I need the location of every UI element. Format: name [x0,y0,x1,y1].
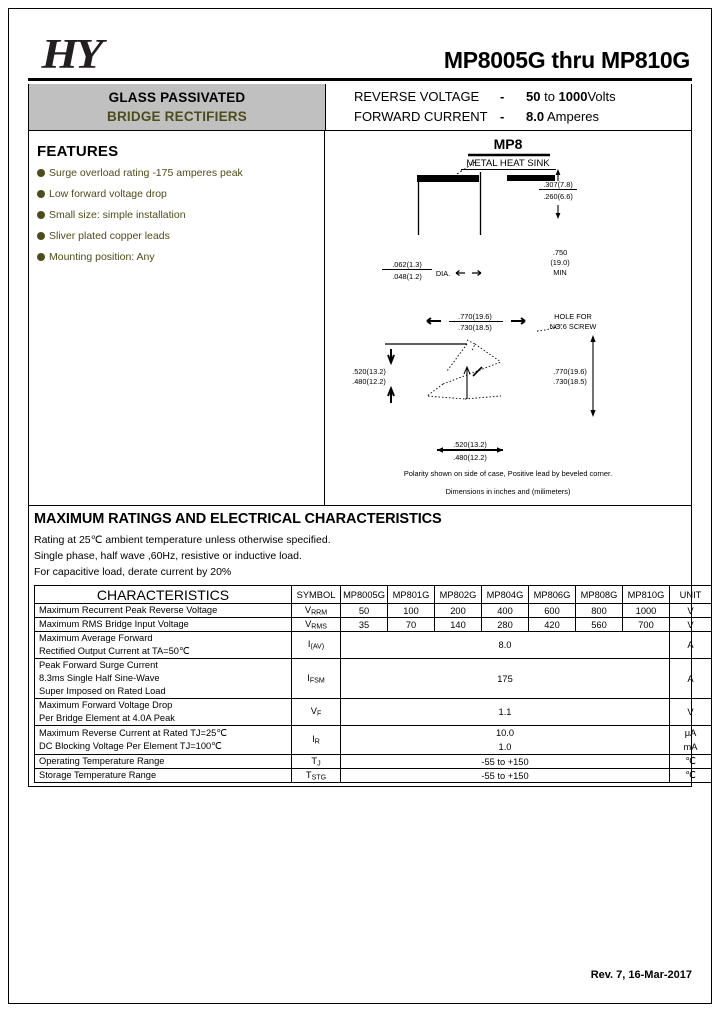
features-panel [29,131,325,505]
dim-thickness-max: .307(7.8) [543,180,573,189]
dim-lead-dia-min: .048(1.2) [392,272,422,281]
forward-current-label: FORWARD CURRENT [354,109,488,124]
feature-text: Surge overload rating -175 amperes peak [49,167,243,179]
header-mp810g: MP810G [623,586,670,604]
table-row [35,604,712,618]
characteristic-line: Maximum Forward Voltage Drop [39,700,173,710]
cell-symbol: $T_J$ [292,755,341,769]
feature-item [37,251,324,264]
header-mp8005g: MP8005G [341,586,388,604]
cell-unit: A [670,659,712,699]
value-line: 10.0 [495,728,515,738]
cell-value-merged: -55 to +150 [341,769,670,783]
ratings-note: Rating at 25℃ ambient temperature unless otherwise specified. [34,534,331,546]
value-line: 1.0 [498,742,512,752]
header-mp808g: MP808G [576,586,623,604]
cell-value: 560 [576,618,623,632]
cell-value: 280 [482,618,529,632]
cell-value-merged: 175 [341,659,670,699]
dim-height-max: .770(19.6) [553,367,587,376]
bullet-icon [37,169,45,177]
reverse-voltage-sep: to [540,89,559,104]
feature-text: Sliver plated copper leads [49,230,170,242]
dim-lead-dia-max: .062(1.3) [392,260,422,269]
unit-line: mA [683,742,698,752]
characteristic-line: Maximum RMS Bridge Input Voltage [39,619,189,629]
specifications-table [34,585,712,783]
bullet-icon [37,211,45,219]
cell-value-merged: 1.1 [341,699,670,726]
ratings-heading: MAXIMUM RATINGS AND ELECTRICAL CHARACTERISTICS [34,511,442,527]
header-characteristics: CHARACTERISTICS [35,586,292,604]
characteristic-line: 8.3ms Single Half Sine-Wave [39,673,160,683]
dim-thickness-min: .260(6.6) [543,192,573,201]
heat-sink-bar-left [417,175,479,182]
cell-unit: V [670,618,712,632]
title-band [28,84,692,131]
forward-current-value [526,107,599,127]
table-header-row [35,586,712,604]
table-row [35,699,712,726]
feature-item [37,230,324,243]
characteristic-line: Peak Forward Surge Current [39,660,158,670]
dim-body-left-max: .520(13.2) [352,367,386,376]
cell-value: 1000 [623,604,670,618]
cell-unit: ℃ [670,769,712,783]
dim-width-max: .770(19.6) [458,312,492,321]
ratings-section [28,506,702,787]
cell-value: 420 [529,618,576,632]
characteristic-line: DC Blocking Voltage Per Element TJ=100℃ [39,741,222,751]
reverse-voltage-min: 50 [526,89,541,104]
bullet-icon [37,253,45,261]
hole-callout-line2: NO.6 SCREW [549,322,597,331]
dim-body-bottom-min: .480(12.2) [453,453,487,462]
features-and-drawing [28,131,692,506]
package-name-label: MP8 [493,136,523,152]
table-row [35,726,712,755]
dim-lead-length-value: .750 [552,248,568,257]
dim-lead-length-mm: (19.0) [550,258,570,267]
revision-footer: Rev. 7, 16-Mar-2017 [590,969,692,981]
forward-current-number: 8.0 [526,109,545,124]
characteristic-line: Operating Temperature Range [39,756,165,766]
characteristic-line: Maximum Reverse Current at Rated TJ=25℃ [39,728,227,738]
unit-line: μA [684,728,697,738]
characteristic-line: Super Imposed on Rated Load [39,686,166,696]
table-row [35,618,712,632]
cell-value: 140 [435,618,482,632]
feature-item [37,209,324,222]
features-heading: FEATURES [37,143,119,160]
cell-value: 100 [388,604,435,618]
reverse-voltage-unit: Volts [587,89,616,104]
cell-value-merged [341,726,670,755]
dim-lead-dia-suffix: DIA. [435,269,451,278]
header-mp802g: MP802G [435,586,482,604]
cell-value-merged: 8.0 [341,632,670,659]
page-header [28,27,692,78]
characteristic-line: Rectified Output Current at TA=50℃ [39,646,190,656]
ratings-note: Single phase, half wave ,60Hz, resistive or inductive load. [34,550,302,562]
dim-lead-length-min: MIN [553,268,567,277]
cell-value: 50 [341,604,388,618]
cell-value: 800 [576,604,623,618]
cell-characteristic [35,632,292,659]
heat-sink-label: METAL HEAT SINK [466,158,550,169]
table-row [35,632,712,659]
units-note: Dimensions in inches and (milimeters) [445,487,571,496]
table-row [35,755,712,769]
page-title: MP8005G thru MP810G [443,47,690,73]
dim-height-min: .730(18.5) [553,377,587,386]
dim-width-min: .730(18.5) [458,323,492,332]
feature-text: Small size: simple installation [49,209,186,221]
product-family-line1: GLASS PASSIVATED [108,90,246,105]
cell-unit: V [670,699,712,726]
header-mp806g: MP806G [529,586,576,604]
cell-characteristic [35,659,292,699]
cell-symbol: $V_{RRM}$ [292,604,341,618]
cell-characteristic [35,699,292,726]
header-mp804g: MP804G [482,586,529,604]
reverse-voltage-max: 1000 [558,89,588,104]
dim-body-bottom-max: .520(13.2) [453,440,487,449]
cell-characteristic [35,755,292,769]
feature-text: Low forward voltage drop [49,188,167,200]
characteristic-line: Storage Temperature Range [39,770,157,780]
table-row [35,769,712,783]
header-mp801g: MP801G [388,586,435,604]
key-rating-row [354,87,691,107]
table-row [35,659,712,699]
key-ratings-box [326,84,691,130]
cell-value-merged: -55 to +150 [341,755,670,769]
reverse-voltage-label: REVERSE VOLTAGE [354,89,480,104]
datasheet-border [8,8,712,1004]
cell-unit: ℃ [670,755,712,769]
bullet-icon [37,232,45,240]
cell-value: 400 [482,604,529,618]
cell-symbol: $I_{FSM}$ [292,659,341,699]
feature-text: Mounting position: Any [49,251,155,263]
polarity-note: Polarity shown on side of case, Positive lead by beveled corner. [403,469,613,478]
cell-symbol: $T_{STG}$ [292,769,341,783]
header-symbol: SYMBOL [292,586,341,604]
hole-callout-line1: HOLE FOR [554,312,592,321]
cell-symbol: $V_{RMS}$ [292,618,341,632]
cell-value: 70 [388,618,435,632]
package-drawing [325,131,691,505]
cell-value: 35 [341,618,388,632]
feature-item [37,188,324,201]
header-unit: UNIT [670,586,712,604]
cell-characteristic [35,726,292,755]
forward-current-unit: Amperes [546,109,600,124]
characteristic-line: Per Bridge Element at 4.0A Peak [39,713,175,723]
product-family-line2: BRIDGE RECTIFIERS [107,109,247,124]
reverse-voltage-dash: - [500,89,505,104]
cell-symbol: $I_{(AV)}$ [292,632,341,659]
header-rule [28,78,692,81]
reverse-voltage-value [526,87,616,107]
cell-characteristic [35,604,292,618]
cell-value: 200 [435,604,482,618]
ratings-note: For capacitive load, derate current by 20% [34,566,232,578]
cell-unit [670,726,712,755]
feature-item [37,167,324,180]
cell-value: 600 [529,604,576,618]
bullet-icon [37,190,45,198]
package-outline-svg [325,131,691,503]
characteristic-line: Maximum Average Forward [39,633,153,643]
characteristic-line: Maximum Recurrent Peak Reverse Voltage [39,605,218,615]
specifications-body [35,604,712,783]
cell-characteristic [35,618,292,632]
hy-logo: HY [41,32,101,78]
cell-symbol: $I_R$ [292,726,341,755]
key-rating-row [354,107,691,127]
cell-value: 700 [623,618,670,632]
cell-symbol: $V_F$ [292,699,341,726]
cell-unit: A [670,632,712,659]
dim-body-left-min: .480(12.2) [352,377,386,386]
forward-current-dash: - [500,109,505,124]
product-family-box [29,84,326,130]
cell-unit: V [670,604,712,618]
cell-characteristic [35,769,292,783]
